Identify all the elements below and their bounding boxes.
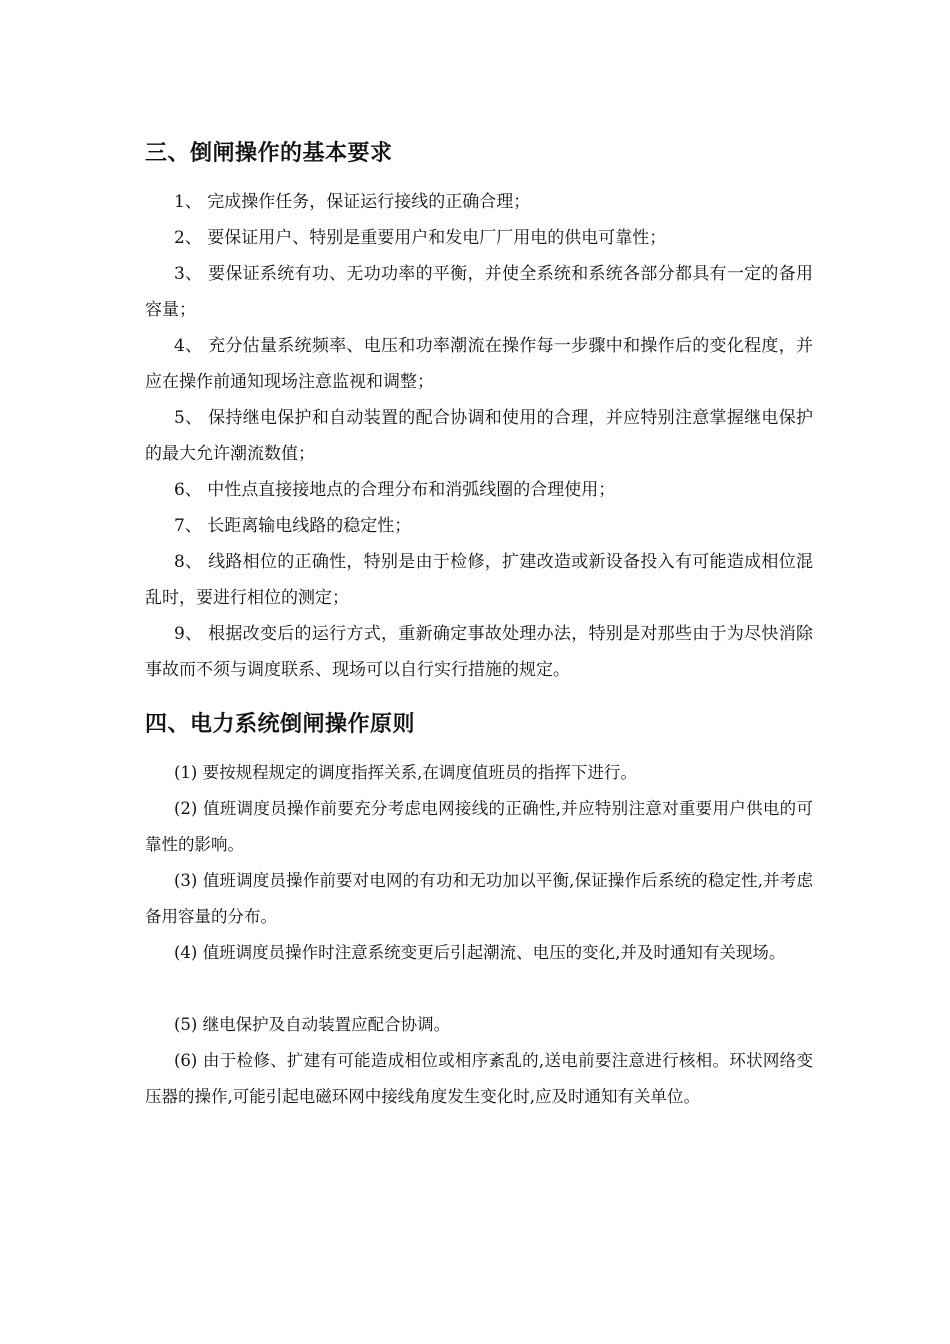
section-4-item-5: (5) 继电保护及自动装置应配合协调。 [174, 1015, 451, 1034]
section-3-item-2: 2、 要保证用户、特别是重要用户和发电厂厂用电的供电可靠性； [174, 228, 667, 248]
section-3-item-5: 5、 保持继电保护和自动装置的配合协调和使用的合理，并应特别注意掌握继电保护的最大允许潮流数值； [145, 408, 813, 464]
section-4-item-4: (4) 值班调度员操作时注意系统变更后引起潮流、电压的变化,并及时通知有关现场。 [174, 943, 786, 962]
section-3-item-6: 6、 中性点直接接地点的合理分布和消弧线圈的合理使用； [174, 480, 616, 500]
section-3-title: 三、倒闸操作的基本要求 [145, 141, 393, 166]
section-3-item-8: 8、 线路相位的正确性，特别是由于检修，扩建改造或新设备投入有可能造成相位混乱时，要进行相位的测定； [145, 552, 813, 608]
section-3-item-4: 4、 充分估量系统频率、电压和功率潮流在操作每一步骤中和操作后的变化程度，并应在操作前通知现场注意监视和调整； [145, 336, 813, 392]
section-3-item-7: 7、 长距离输电线路的稳定性； [174, 516, 412, 536]
section-4-title: 四、电力系统倒闸操作原则 [145, 712, 416, 737]
section-4-item-2: (2) 值班调度员操作前要充分考虑电网接线的正确性,并应特别注意对重要用户供电的可靠性的影响。 [145, 799, 813, 854]
section-4-item-6: (6) 由于检修、扩建有可能造成相位或相序紊乱的,送电前要注意进行核相。环状网络变压器的操作,可能引起电磁环网中接线角度发生变化时,应及时通知有关单位。 [145, 1051, 813, 1106]
section-3-item-1: 1、 完成操作任务，保证运行接线的正确合理； [174, 192, 531, 212]
section-3-item-9: 9、 根据改变后的运行方式，重新确定事故处理办法，特别是对那些由于为尽快消除事故而不须与调度联系、现场可以自行实行措施的规定。 [145, 624, 813, 680]
section-4-item-1: (1) 要按规程规定的调度指挥关系,在调度值班员的指挥下进行。 [174, 763, 637, 782]
section-3-item-3: 3、 要保证系统有功、无功功率的平衡，并使全系统和系统各部分都具有一定的备用容量； [145, 264, 813, 320]
section-4-item-3: (3) 值班调度员操作前要对电网的有功和无功加以平衡,保证操作后系统的稳定性,并考虑备用容量的分布。 [145, 871, 813, 926]
